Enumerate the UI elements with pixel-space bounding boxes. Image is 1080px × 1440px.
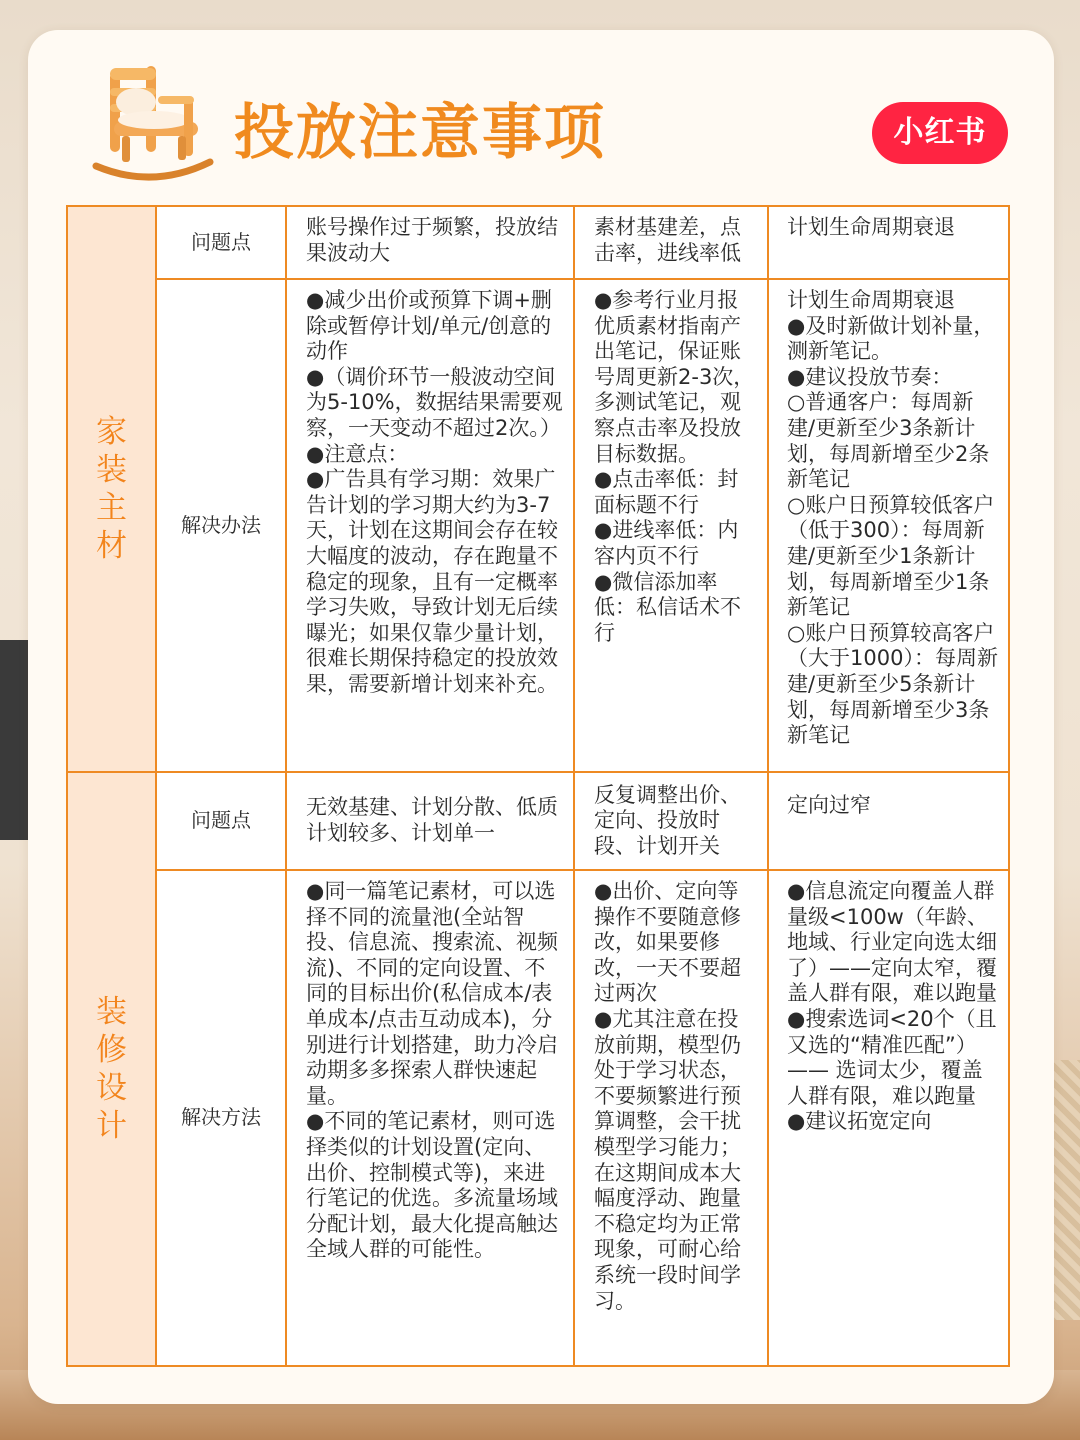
problem-cell	[286, 772, 574, 870]
table-row	[67, 206, 1009, 279]
rocking-chair-icon	[88, 58, 218, 183]
row-label-solution: 解决方法	[156, 870, 286, 1366]
problem-cell	[574, 772, 768, 870]
solution-text: ●参考行业月报优质素材指南产出笔记，保证账号周更新2-3次，多测试笔记，观察点击率及投放目标数据。 ●点击率低：封面标题不行 ●进线率低：内容内页不行 ●微信添加率低：私信话术不行	[594, 288, 755, 645]
background-tv	[0, 640, 30, 840]
section-cell	[67, 206, 156, 772]
section-title: 家装主材	[96, 414, 127, 564]
page-title: 投放注意事项	[234, 98, 606, 168]
problem-cell	[768, 772, 1009, 870]
section-cell	[67, 772, 156, 1366]
xiaohongshu-logo: 小红书	[872, 102, 1008, 164]
problem-text: 定向过窄	[787, 793, 871, 817]
table-row	[67, 279, 1009, 772]
notes-table	[66, 205, 1010, 1367]
solution-text: ●同一篇笔记素材，可以选择不同的流量池(全站智投、信息流、搜索流、视频流)、不同的定向设置、不同的目标出价(私信成本/表单成本/点击互动成本)，分别进行计划搭建，助力冷启动期多多探索人群快速起量。 ●不同的笔记素材，则可选择类似的计划设置(定向、出价、控制模式等)，来进行笔记的优选。多流量场域分配计划，最大化提高触达全域人群的可能性。	[306, 879, 558, 1262]
row-label-solution: 解决办法	[156, 279, 286, 772]
solution-text: ●出价、定向等操作不要随意修改，如果要修改，一天不要超过两次 ●尤其注意在投放前期，模型仍处于学习状态，不要频繁进行预算调整，会干扰模型学习能力；在这期间成本大幅度浮动、跑量不稳定均为正常现象，可耐心给系统一段时间学习。	[594, 879, 741, 1313]
solution-text: 计划生命周期衰退 ●及时新做计划补量，测新笔记。 ●建议投放节奏： ○普通客户：每周新建/更新至少3条新计划，每周新增至少2条新笔记 ○账户日预算较低客户（低于300）：每周新建/更新至少1条新计划，每周新增至少1条新笔记 ○账户日预算较高客户（大于1000）：每周新建/更新至少5条新计划，每周新增至少3条新笔记	[787, 288, 998, 748]
solution-cell	[286, 870, 574, 1366]
solution-text: ●减少出价或预算下调+删除或暂停计划/单元/创意的动作 ●（调价环节一般波动空间为5-10%，数据结果需要观察，一天变动不超过2次。） ●注意点： ●广告具有学习期：效果广告计划的学习期大约为3-7天，计划在这期间会存在较大幅度的波动，存在跑量不稳定的现象，且有一定概率学习失败，导致计划无后续曝光；如果仅靠少量计划，很难长期保持稳定的投放效果，需要新增计划来补充。	[306, 288, 563, 696]
problem-text: 无效基建、计划分散、低质计划较多、计划单一	[306, 795, 558, 845]
row-label-problem: 问题点	[156, 772, 286, 870]
row-label-problem: 问题点	[156, 206, 286, 279]
problem-cell	[286, 206, 574, 279]
problem-text: 账号操作过于频繁，投放结果波动大	[306, 215, 558, 265]
solution-cell	[574, 279, 768, 772]
solution-cell	[768, 870, 1009, 1366]
problem-text: 反复调整出价、定向、投放时段、计划开关	[594, 782, 741, 858]
solution-text: ●信息流定向覆盖人群量级<100w（年龄、地域、行业定向选太细了）——定向太窄，覆盖人群有限，难以跑量 ●搜索选词<20个（且又选的“精准匹配”）—— 选词太少，覆盖人群有限，难以跑量 ●建议拓宽定向	[787, 879, 997, 1134]
problem-text: 素材基建差，点击率，进线率低	[594, 215, 741, 265]
solution-cell	[286, 279, 574, 772]
problem-text: 计划生命周期衰退	[787, 215, 955, 239]
section-title: 装修设计	[96, 994, 127, 1144]
problem-cell	[574, 206, 768, 279]
table-row	[67, 772, 1009, 870]
table-row	[67, 870, 1009, 1366]
problem-cell	[768, 206, 1009, 279]
solution-cell	[768, 279, 1009, 772]
solution-cell	[574, 870, 768, 1366]
